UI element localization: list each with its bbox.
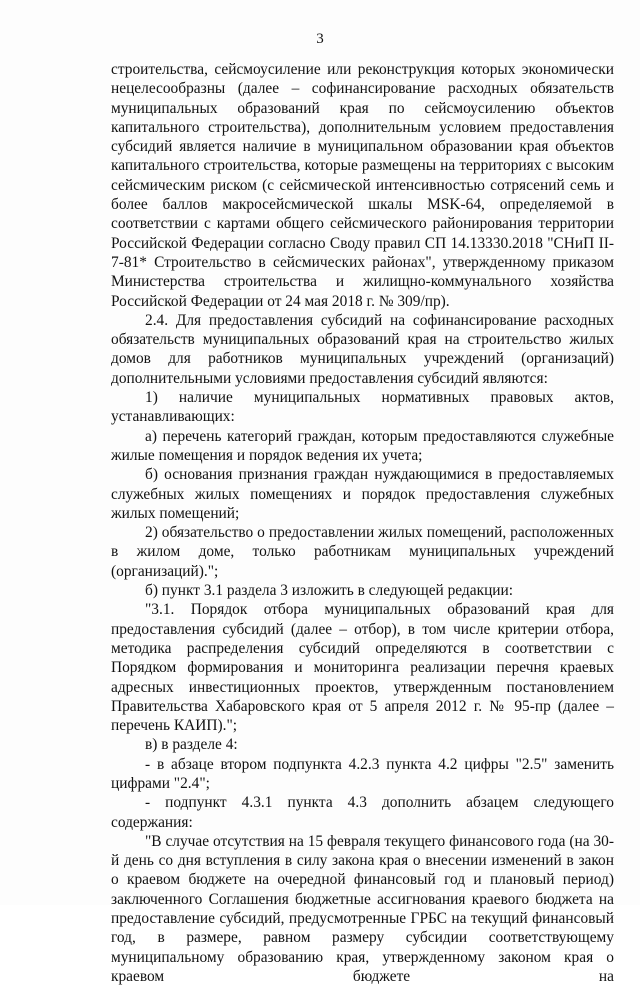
page-number: 3 [316,31,324,47]
paragraph-dash-1: - в абзаце втором подпункта 4.2.3 пункта 4.2 цифры "2.5" заменить цифрами "2.4"; [111,755,614,792]
paragraph-item-2: 2) обязательство о предоставлении жилых помещений, расположенных в жилом доме, только работникам муниципальных учреждений (организаций)."; [111,524,614,580]
paragraph-item-b: б) основания признания граждан нуждающимися в предоставляемых служебных жилых помещениях и порядок предоставления служебных жилых помещений; [111,466,614,522]
paragraph-2-4: 2.4. Для предоставления субсидий на софинансирование расходных обязательств муниципальных образований края на строительство жилых домов для работников муниципальных учреждений (организаций) дополнительными условиями предоставления субсидий являются: [111,311,614,387]
paragraph-item-a: а) перечень категорий граждан, которым предоставляются служебные жилые помещения и порядок ведения их учета; [111,427,614,464]
paragraph-dash-2: - подпункт 4.3.1 пункта 4.3 дополнить абзацем следующего содержания: [111,794,614,831]
paragraph-quoted-addition: "В случае отсутствия на 15 февраля текущего финансового года (на 30-й день со дня вступления в силу закона края о внесении изменений в закон о краевом бюджете на очередной финансовый год и плановый период) заключенного Соглашения бюджетные ассигнования краевого бюджета на предоставление субсидий, предусмотренные ГРБС на текущий финансовый год, в размере, равном размеру субсидии соответствующему муниципальному образованию края, утвержденному законом края о краевом бюджете на [111,832,614,985]
document-body [111,60,614,986]
paragraph-continuation: строительства, сейсмоусиление или реконструкция которых экономически нецелесообразны (далее – софинансирование расходных обязательств муниципальных образований края по сейсмоусилению объектов капитального строительства), дополнительным условием предоставления субсидий является наличие в муниципальном образовании края объектов капитального строительства, которые размещены на территориях с высоким сейсмическим риском (с сейсмической интенсивностью сотрясений семь и более баллов макросейсмической шкалы MSK-64, определяемой в соответствии с картами общего сейсмического районирования территории Российской Федерации согласно Своду правил СП 14.13330.2018 "СНиП II-7-81* Строительство в сейсмических районах", утвержденному приказом Министерства строительства и жилищно-коммунального хозяйства Российской Федерации от 24 мая 2018 г. № 309/пр). [111,61,614,310]
paragraph-amend-b: б) пункт 3.1 раздела 3 изложить в следующей редакции: [145,582,514,600]
paragraph-amend-v: в) в разделе 4: [145,736,238,754]
paragraph-3-1: "3.1. Порядок отбора муниципальных образований края для предоставления субсидий (далее – отбор), в том числе критерии отбора, методика распределения субсидий определяются в соответствии с Порядком формирования и мониторинга реализации перечня краевых адресных инвестиционных проектов, утвержденным постановлением Правительства Хабаровского края от 5 апреля 2012 г. № 95-пр (далее – перечень КАИП)."; [111,601,614,735]
paragraph-item-1: 1) наличие муниципальных нормативных правовых актов, устанавливающих: [111,389,614,426]
